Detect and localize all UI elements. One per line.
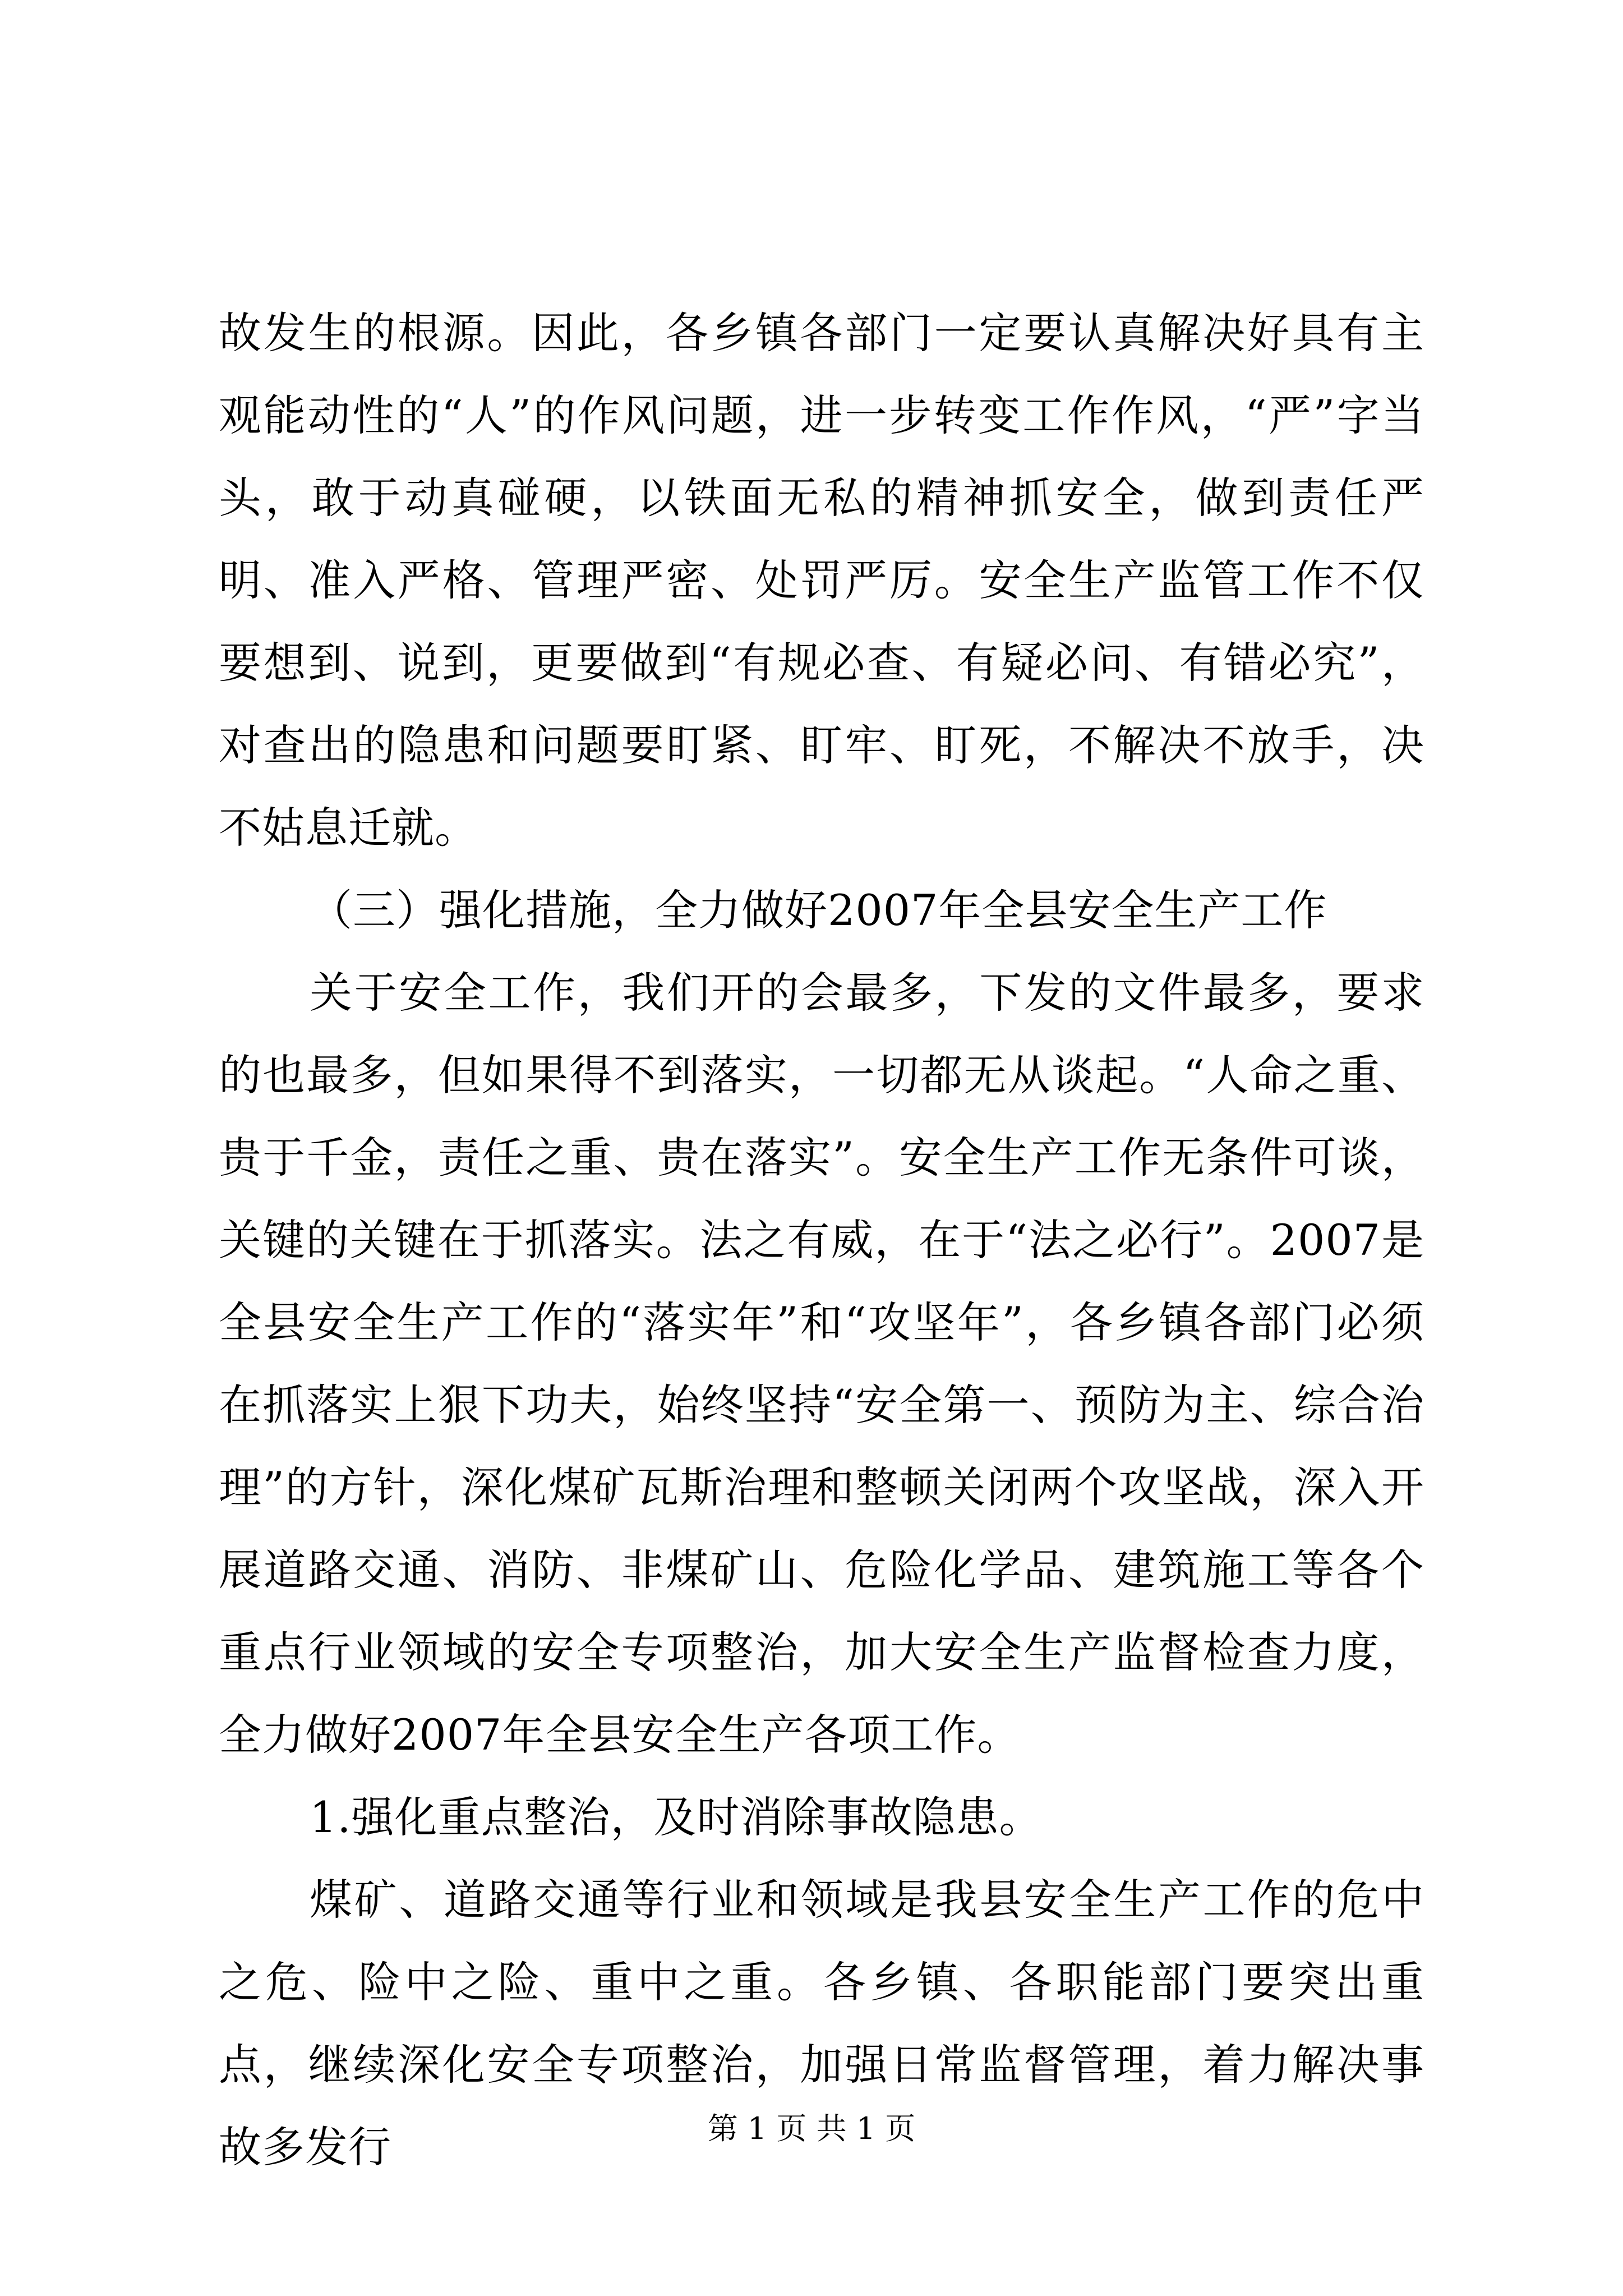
page-number-label: 第 1 页 共 1 页 <box>707 2111 916 2146</box>
paragraph-5: 煤矿、道路交通等行业和领域是我县安全生产工作的危中之危、险中之险、重中之重。各乡镇、各职能部门要突出重点，继续深化安全专项整治，加强日常监督管理，着力解决事故多发行 <box>219 1875 1424 2172</box>
subheading-1: 1.强化重点整治，及时消除事故隐患。 <box>310 1792 1043 1842</box>
paragraph-1: 故发生的根源。因此，各乡镇各部门一定要认真解决好具有主观能动性的“人”的作风问题，进一步转变工作作风，“严”字当头，敢于动真碰硬，以铁面无私的精神抓安全，做到责任严明、准入严格、管理严密、处罚严厉。安全生产监管工作不仅要想到、说到，更要做到“有规必查、有疑必问、有错必究”，对查出的隐患和问题要盯紧、盯牢、盯死，不解决不放手，决不姑息迁就。 <box>219 308 1424 853</box>
section-heading-3: （三）强化措施，全力做好2007年全县安全生产工作 <box>310 885 1327 935</box>
paragraph-3: 关于安全工作，我们开的会最多，下发的文件最多，要求的也最多，但如果得不到落实，一切都无从谈起。“人命之重、贵于千金，责任之重、贵在落实”。安全生产工作无条件可谈，关键的关键在于抓落实。法之有威，在于“法之必行”。2007是全县安全生产工作的“落实年”和“攻坚年”，各乡镇各部门必须在抓落实上狠下功夫，始终坚持“安全第一、预防为主、综合治理”的方针，深化煤矿瓦斯治理和整顿关闭两个攻坚战，深入开展道路交通、消防、非煤矿山、危险化学品、建筑施工等各个重点行业领域的安全专项整治，加大安全生产监督检查力度，全力做好2007年全县安全生产各项工作。 <box>219 968 1424 1760</box>
page-footer <box>0 2109 1623 2148</box>
document-body <box>219 292 1424 2188</box>
